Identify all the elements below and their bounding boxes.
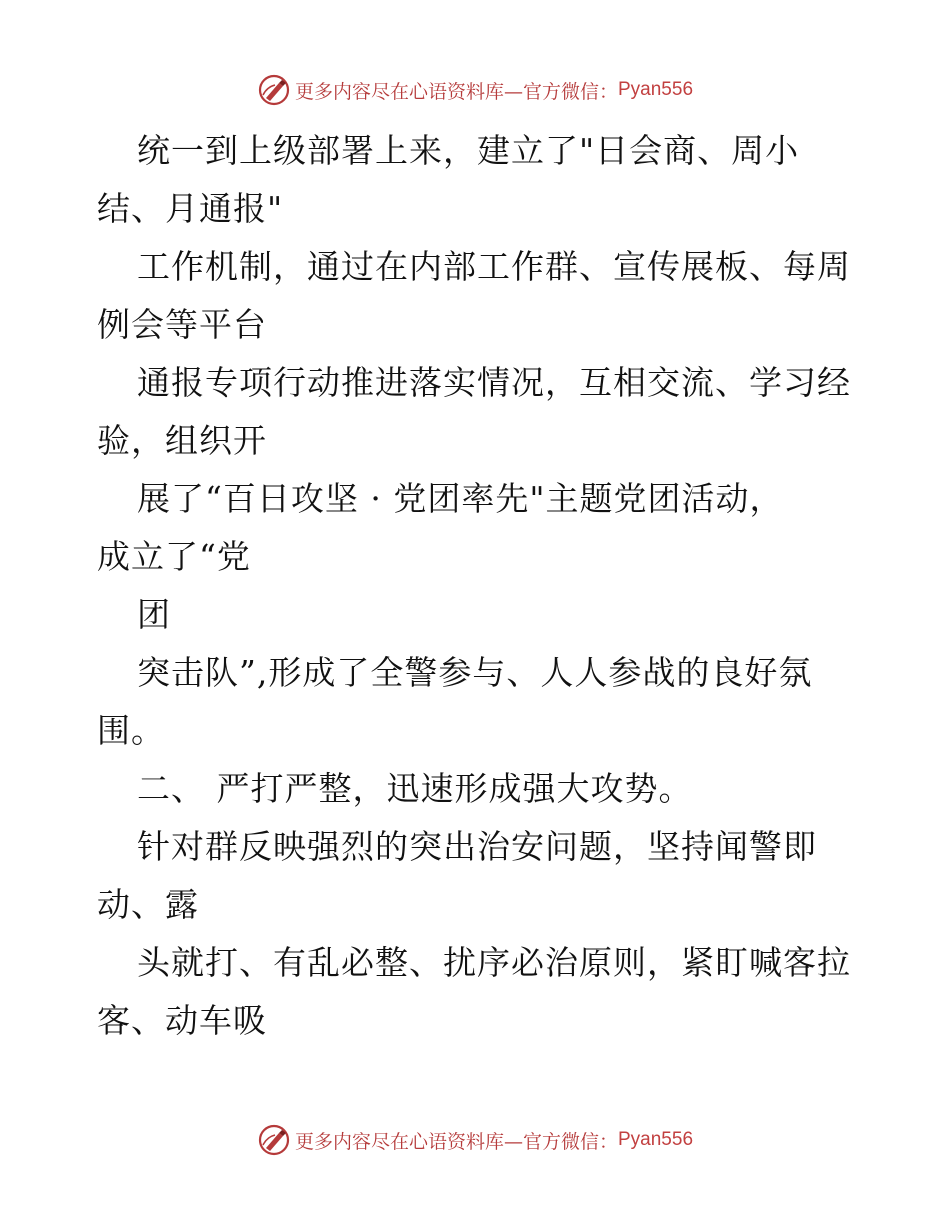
header-watermark-text: 更多内容尽在心语资料库—官方微信： bbox=[294, 80, 618, 103]
header-watermark-handle: Pyan556 bbox=[618, 79, 694, 100]
text-line: 突击队”,形成了全警参与、人人参战的良好氛 bbox=[137, 653, 813, 692]
footer-watermark-banner bbox=[0, 1120, 950, 1160]
text-line: 针对群反映强烈的突出治安问题，坚持闻警即 bbox=[137, 827, 817, 866]
text-line: 客、动车吸 bbox=[97, 1001, 267, 1040]
text-line: 团 bbox=[137, 595, 171, 634]
text-line: 成立了“党 bbox=[97, 537, 251, 576]
footer-watermark-text: 更多内容尽在心语资料库—官方微信： bbox=[294, 1130, 618, 1153]
text-line: 围。 bbox=[97, 711, 165, 750]
text-line: 统一到上级部署上来，建立了"日会商、周小 bbox=[137, 131, 800, 170]
pen-logo-icon bbox=[257, 1123, 291, 1157]
text-line: 展了“百日攻坚 · 党团率先"主题党团活动， bbox=[137, 479, 784, 518]
text-line: 工作机制，通过在内部工作群、宣传展板、每周 bbox=[137, 247, 851, 286]
text-line: 验，组织开 bbox=[97, 421, 267, 460]
text-line: 通报专项行动推进落实情况，互相交流、学习经 bbox=[137, 363, 851, 402]
pen-logo-icon bbox=[257, 73, 291, 107]
header-watermark-banner bbox=[0, 70, 950, 110]
text-line: 结、月通报" bbox=[97, 189, 284, 228]
section-heading: 二、 严打严整，迅速形成强大攻势。 bbox=[137, 769, 693, 808]
text-line: 头就打、有乱必整、扰序必治原则，紧盯喊客拉 bbox=[137, 943, 851, 982]
text-line: 例会等平台 bbox=[97, 305, 267, 344]
footer-watermark-handle: Pyan556 bbox=[618, 1129, 694, 1150]
body-text bbox=[97, 122, 897, 1050]
text-line: 动、露 bbox=[97, 885, 199, 924]
